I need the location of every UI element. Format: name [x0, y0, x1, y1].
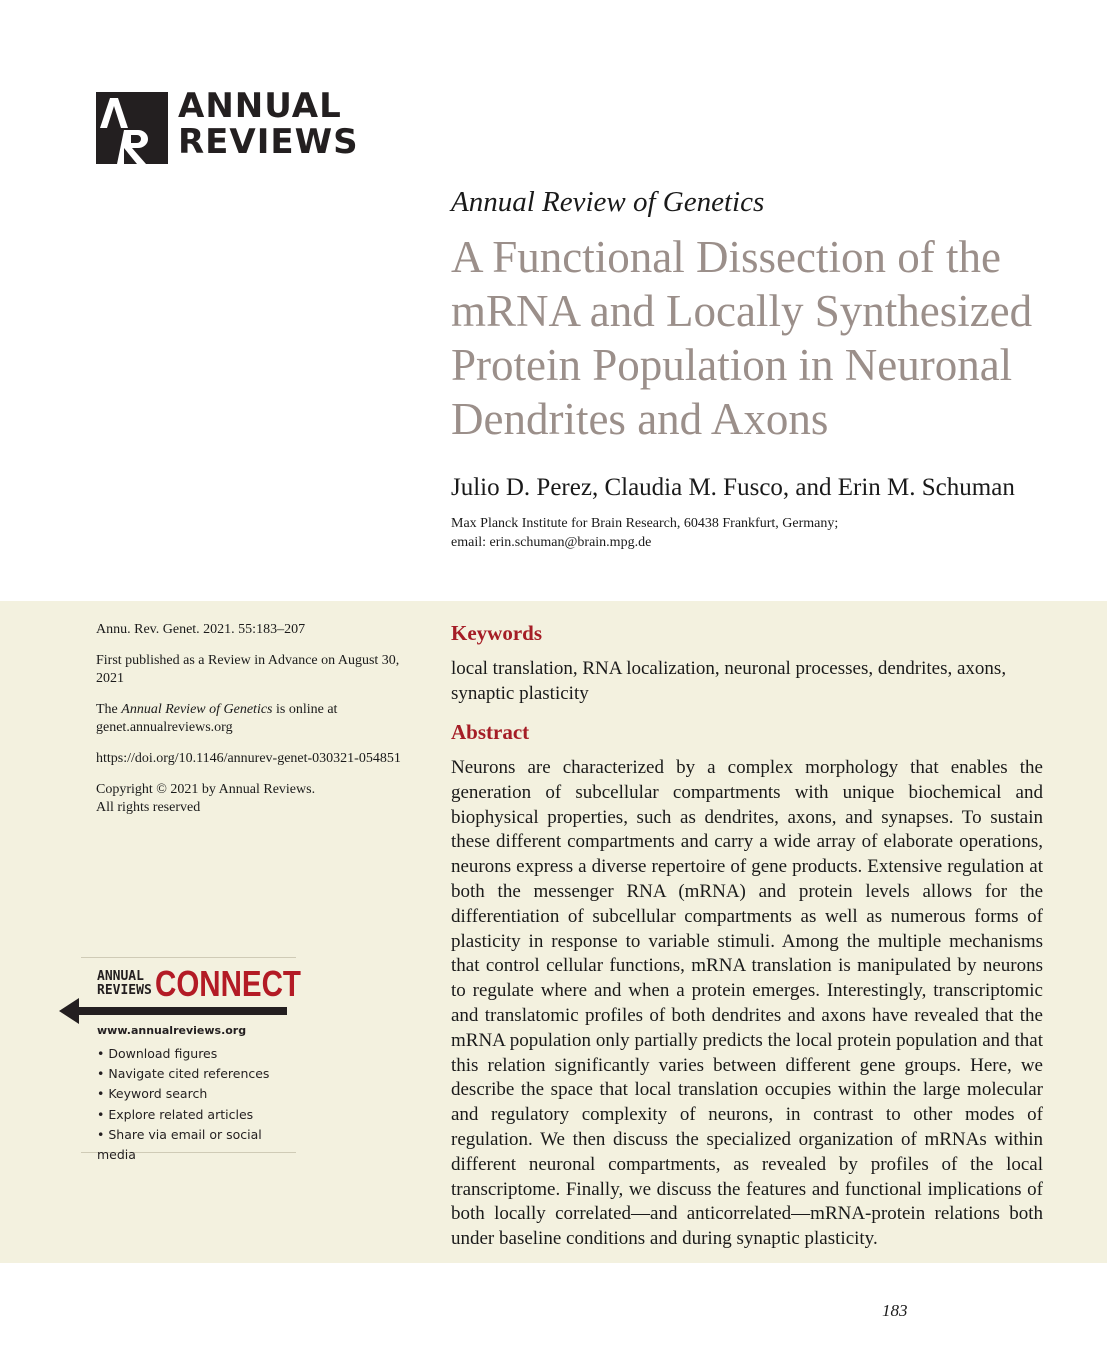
connect-wordmark: CONNECT: [155, 963, 301, 1004]
logo-line-1: ANNUAL: [178, 86, 342, 126]
online-notice: The Annual Review of Genetics is online at genet.annualreviews.org: [96, 702, 338, 735]
annual-reviews-logo: [96, 86, 371, 167]
affiliation: [451, 514, 838, 552]
keywords-text: local translation, RNA localization, neuronal processes, dendrites, axons, synaptic plasticity: [451, 658, 1007, 704]
abstract-heading: Abstract: [451, 720, 530, 744]
authors: Julio D. Perez, Claudia M. Fusco, and Erin M. Schuman: [451, 474, 1015, 501]
citation: Annu. Rev. Genet. 2021. 55:183–207: [96, 622, 306, 637]
abstract-text: Neurons are characterized by a complex morphology that enables the generation of subcellular compartments with unique biochemical and biophysical properties, such as dendrites, axons, and synapses. To sustain these different compartments and carry a wide array of elaborate operations, neurons express a diverse repertoire of gene products. Extensive regulation at both the messenger RNA (mRNA) and protein levels allows for the differentiation of subcellular compartments as well as numerous forms of plasticity in response to variable stimuli. Among the multiple mechanisms that control cellular functions, mRNA translation is manipulated by neurons to regulate where and when a protein emerges. Interestingly, transcriptomic and translatomic profiles of both dendrites and axons have revealed that the mRNA population only partially predicts the local protein population and that this relation significantly varies between different gene groups. Here, we describe the space that local translation occupies within the large molecular and regulatory complexity of neurons, in contrast to other modes of regulation. We then discuss the specialized organization of mRNAs within different neuronal compartments, as revealed by profiles of the local transcriptome. Finally, we discuss the features and functional implications of both locally correlated—and anticorrelated—mRNA-protein relations both under baseline conditions and during synaptic plasticity.: [451, 757, 1043, 1250]
list-item: • Explore related articles: [97, 1105, 296, 1125]
connect-url[interactable]: www.annualreviews.org: [97, 1024, 247, 1037]
list-item: • Navigate cited references: [97, 1064, 296, 1084]
list-item: • Download figures: [97, 1044, 296, 1064]
arrow-left-icon: [59, 996, 287, 1026]
list-item: • Share via email or social media: [97, 1125, 296, 1165]
affiliation-institution: Max Planck Institute for Brain Research, 60438 Frankfurt, Germany;: [451, 516, 839, 531]
page-number: 183: [882, 1301, 908, 1320]
connect-feature-list: [97, 1044, 296, 1165]
copyright: Copyright © 2021 by Annual Reviews. All rights reserved: [96, 782, 316, 815]
logo-line-2: REVIEWS: [178, 122, 359, 162]
article-metadata: [96, 621, 406, 830]
affiliation-email[interactable]: email: erin.schuman@brain.mpg.de: [451, 535, 652, 550]
ar-logo-mark-icon: [96, 92, 168, 164]
annual-reviews-connect-box: [81, 957, 301, 1163]
logo-wordmark: [178, 88, 359, 160]
keywords-heading: Keywords: [451, 621, 542, 645]
connect-brand: ANNUAL REVIEWS: [97, 969, 152, 998]
article-title: A Functional Dissection of the mRNA and Locally Synthesized Protein Population in Neuronal Dendrites and Axons: [451, 232, 1033, 444]
first-published: First published as a Review in Advance on August 30, 2021: [96, 653, 400, 686]
journal-name: Annual Review of Genetics: [451, 186, 765, 218]
list-item: • Keyword search: [97, 1084, 296, 1104]
doi-link[interactable]: https://doi.org/10.1146/annurev-genet-030321-054851: [96, 751, 401, 766]
